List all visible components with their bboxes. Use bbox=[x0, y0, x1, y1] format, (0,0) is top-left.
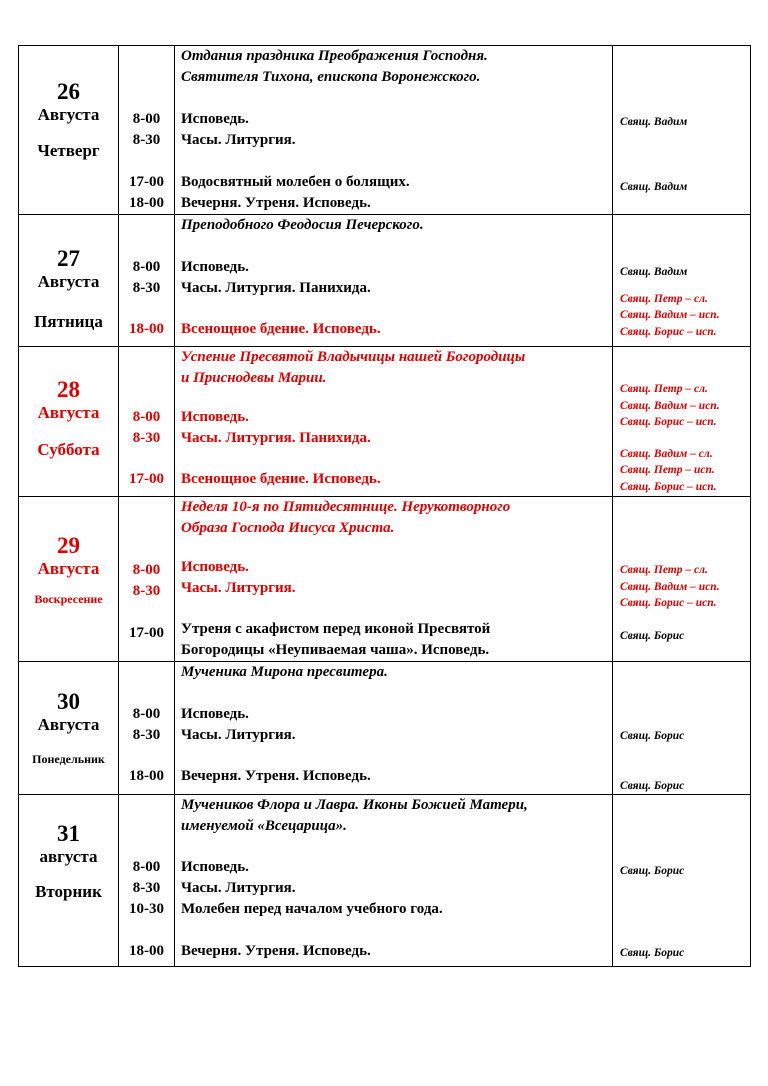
service-item: Исповедь. bbox=[181, 259, 249, 275]
service-item: Молебен перед началом учебного года. bbox=[181, 901, 443, 917]
service-item: Часы. Литургия. bbox=[181, 727, 296, 743]
weekday-label: Понедельник bbox=[32, 752, 105, 766]
day-row-27 bbox=[19, 215, 751, 347]
service-item: Водосвятный молебен о болящих. bbox=[181, 174, 410, 190]
clergy-name: Свящ. Борис bbox=[620, 865, 685, 877]
time: 8-00 bbox=[132, 259, 161, 275]
clergy-name: Свящ. Борис bbox=[620, 629, 685, 642]
clergy-name: Свящ. Вадим – исп. bbox=[620, 580, 720, 593]
service-item: Исповедь. bbox=[181, 706, 249, 722]
feast-title: Святителя Тихона, епископа Воронежского. bbox=[181, 69, 481, 85]
weekday-label: Пятница bbox=[34, 312, 103, 331]
clergy-cell bbox=[613, 347, 751, 497]
time: 8-30 bbox=[132, 132, 161, 148]
time: 8-30 bbox=[132, 583, 161, 599]
time: 18-00 bbox=[129, 321, 164, 337]
day-row-28 bbox=[19, 347, 751, 497]
service-item: Исповедь. bbox=[181, 409, 249, 425]
times-cell bbox=[119, 347, 175, 497]
times-cell bbox=[119, 215, 175, 347]
clergy-name: Свящ. Петр – сл. bbox=[620, 564, 708, 576]
time: 8-00 bbox=[132, 706, 161, 722]
times-cell bbox=[119, 497, 175, 662]
date-cell bbox=[19, 215, 119, 347]
clergy-cell bbox=[613, 215, 751, 347]
clergy-name: Свящ. Петр – сл. bbox=[620, 383, 708, 395]
services-cell bbox=[175, 662, 613, 795]
times-cell bbox=[119, 46, 175, 215]
time: 17-00 bbox=[129, 625, 164, 641]
service-item: Богородицы «Неупиваемая чаша». Исповедь. bbox=[181, 642, 490, 658]
day-number: 31 bbox=[57, 821, 80, 846]
clergy-name: Свящ. Вадим – сл. bbox=[620, 447, 713, 460]
clergy-name: Свящ. Вадим bbox=[620, 180, 688, 193]
feast-title: Преподобного Феодосия Печерского. bbox=[181, 217, 424, 233]
feast-title: и Приснодевы Марии. bbox=[181, 370, 327, 386]
feast-title: Образа Господа Иисуса Христа. bbox=[181, 520, 395, 536]
time: 17-00 bbox=[129, 471, 164, 487]
date-cell bbox=[19, 662, 119, 795]
services-cell bbox=[175, 497, 613, 662]
service-item: Вечерня. Утреня. Исповедь. bbox=[181, 768, 371, 784]
weekday-label: Вторник bbox=[35, 882, 102, 901]
clergy-name: Свящ. Борис – исп. bbox=[620, 325, 717, 338]
clergy-name: Свящ. Вадим bbox=[620, 116, 688, 128]
clergy-cell bbox=[613, 795, 751, 967]
feast-title: Отдания праздника Преображения Господня. bbox=[181, 48, 488, 64]
time: 8-00 bbox=[132, 562, 161, 578]
clergy-cell bbox=[613, 46, 751, 215]
time: 18-00 bbox=[129, 768, 164, 784]
clergy-name: Свящ. Борис bbox=[620, 730, 685, 742]
clergy-cell bbox=[613, 662, 751, 795]
services-cell bbox=[175, 347, 613, 497]
services-cell bbox=[175, 46, 613, 215]
service-item: Часы. Литургия. Панихида. bbox=[181, 280, 371, 296]
weekday-label: Четверг bbox=[37, 141, 100, 160]
day-row-26 bbox=[19, 46, 751, 215]
clergy-name: Свящ. Петр – сл. bbox=[620, 292, 708, 305]
time: 8-30 bbox=[132, 430, 161, 446]
clergy-name: Свящ. Петр – исп. bbox=[620, 464, 715, 476]
service-item: Всенощное бдение. Исповедь. bbox=[181, 471, 381, 487]
month-label: Августа bbox=[37, 403, 100, 422]
weekday-label: Суббота bbox=[37, 440, 100, 459]
day-number: 26 bbox=[57, 79, 80, 104]
service-item: Вечерня. Утреня. Исповедь. bbox=[181, 195, 371, 211]
day-number: 28 bbox=[57, 377, 80, 402]
feast-title: Неделя 10-я по Пятидесятнице. Нерукотворного bbox=[181, 499, 511, 515]
service-item: Часы. Литургия. Панихида. bbox=[181, 430, 371, 446]
service-item: Исповедь. bbox=[181, 859, 249, 875]
time: 8-30 bbox=[132, 280, 161, 296]
weekday-label: Воскресение bbox=[34, 592, 103, 606]
clergy-name: Свящ. Борис – исп. bbox=[620, 416, 717, 428]
time: 17-00 bbox=[129, 174, 164, 190]
time: 8-30 bbox=[132, 727, 161, 743]
services-cell bbox=[175, 795, 613, 967]
day-row-30 bbox=[19, 662, 751, 795]
clergy-cell bbox=[613, 497, 751, 662]
clergy-name: Свящ. Вадим bbox=[620, 266, 688, 278]
service-item: Всенощное бдение. Исповедь. bbox=[181, 321, 381, 337]
clergy-name: Свящ. Борис – исп. bbox=[620, 597, 717, 609]
day-number: 30 bbox=[57, 689, 80, 714]
service-item: Утреня с акафистом перед иконой Пресвятой bbox=[181, 621, 491, 637]
feast-title: именуемой «Всецарица». bbox=[181, 818, 347, 834]
clergy-name: Свящ. Вадим – исп. bbox=[620, 309, 720, 321]
time: 8-00 bbox=[132, 409, 161, 425]
time: 18-00 bbox=[129, 943, 164, 959]
time: 10-30 bbox=[129, 901, 164, 917]
feast-title: Мученика Мирона пресвитера. bbox=[181, 664, 388, 680]
date-cell bbox=[19, 347, 119, 497]
times-cell bbox=[119, 795, 175, 967]
service-item: Часы. Литургия. bbox=[181, 880, 296, 896]
schedule-table bbox=[18, 45, 751, 967]
month-label: Августа bbox=[37, 559, 100, 578]
service-item: Часы. Литургия. bbox=[181, 132, 296, 148]
date-cell bbox=[19, 46, 119, 215]
feast-title: Мучеников Флора и Лавра. Иконы Божией Матери, bbox=[181, 797, 528, 813]
time: 8-00 bbox=[132, 111, 161, 127]
month-label: Августа bbox=[37, 715, 100, 734]
time: 8-00 bbox=[132, 859, 161, 875]
date-cell bbox=[19, 795, 119, 967]
time: 8-30 bbox=[132, 880, 161, 896]
date-cell bbox=[19, 497, 119, 662]
day-row-29 bbox=[19, 497, 751, 662]
services-cell bbox=[175, 215, 613, 347]
clergy-name: Свящ. Вадим – исп. bbox=[620, 399, 720, 412]
service-item: Исповедь. bbox=[181, 559, 249, 575]
time: 18-00 bbox=[129, 195, 164, 211]
month-label: Августа bbox=[37, 105, 100, 124]
month-label: Августа bbox=[37, 272, 100, 291]
clergy-name: Свящ. Борис – исп. bbox=[620, 480, 717, 493]
month-label: августа bbox=[39, 847, 98, 866]
service-item: Часы. Литургия. bbox=[181, 580, 296, 596]
day-number: 27 bbox=[57, 246, 80, 271]
times-cell bbox=[119, 662, 175, 795]
service-item: Исповедь. bbox=[181, 111, 249, 127]
service-item: Вечерня. Утреня. Исповедь. bbox=[181, 943, 371, 959]
day-row-31 bbox=[19, 795, 751, 967]
day-number: 29 bbox=[57, 533, 80, 558]
clergy-name: Свящ. Борис bbox=[620, 946, 685, 959]
feast-title: Успение Пресвятой Владычицы нашей Богородицы bbox=[181, 349, 526, 365]
clergy-name: Свящ. Борис bbox=[620, 779, 685, 792]
